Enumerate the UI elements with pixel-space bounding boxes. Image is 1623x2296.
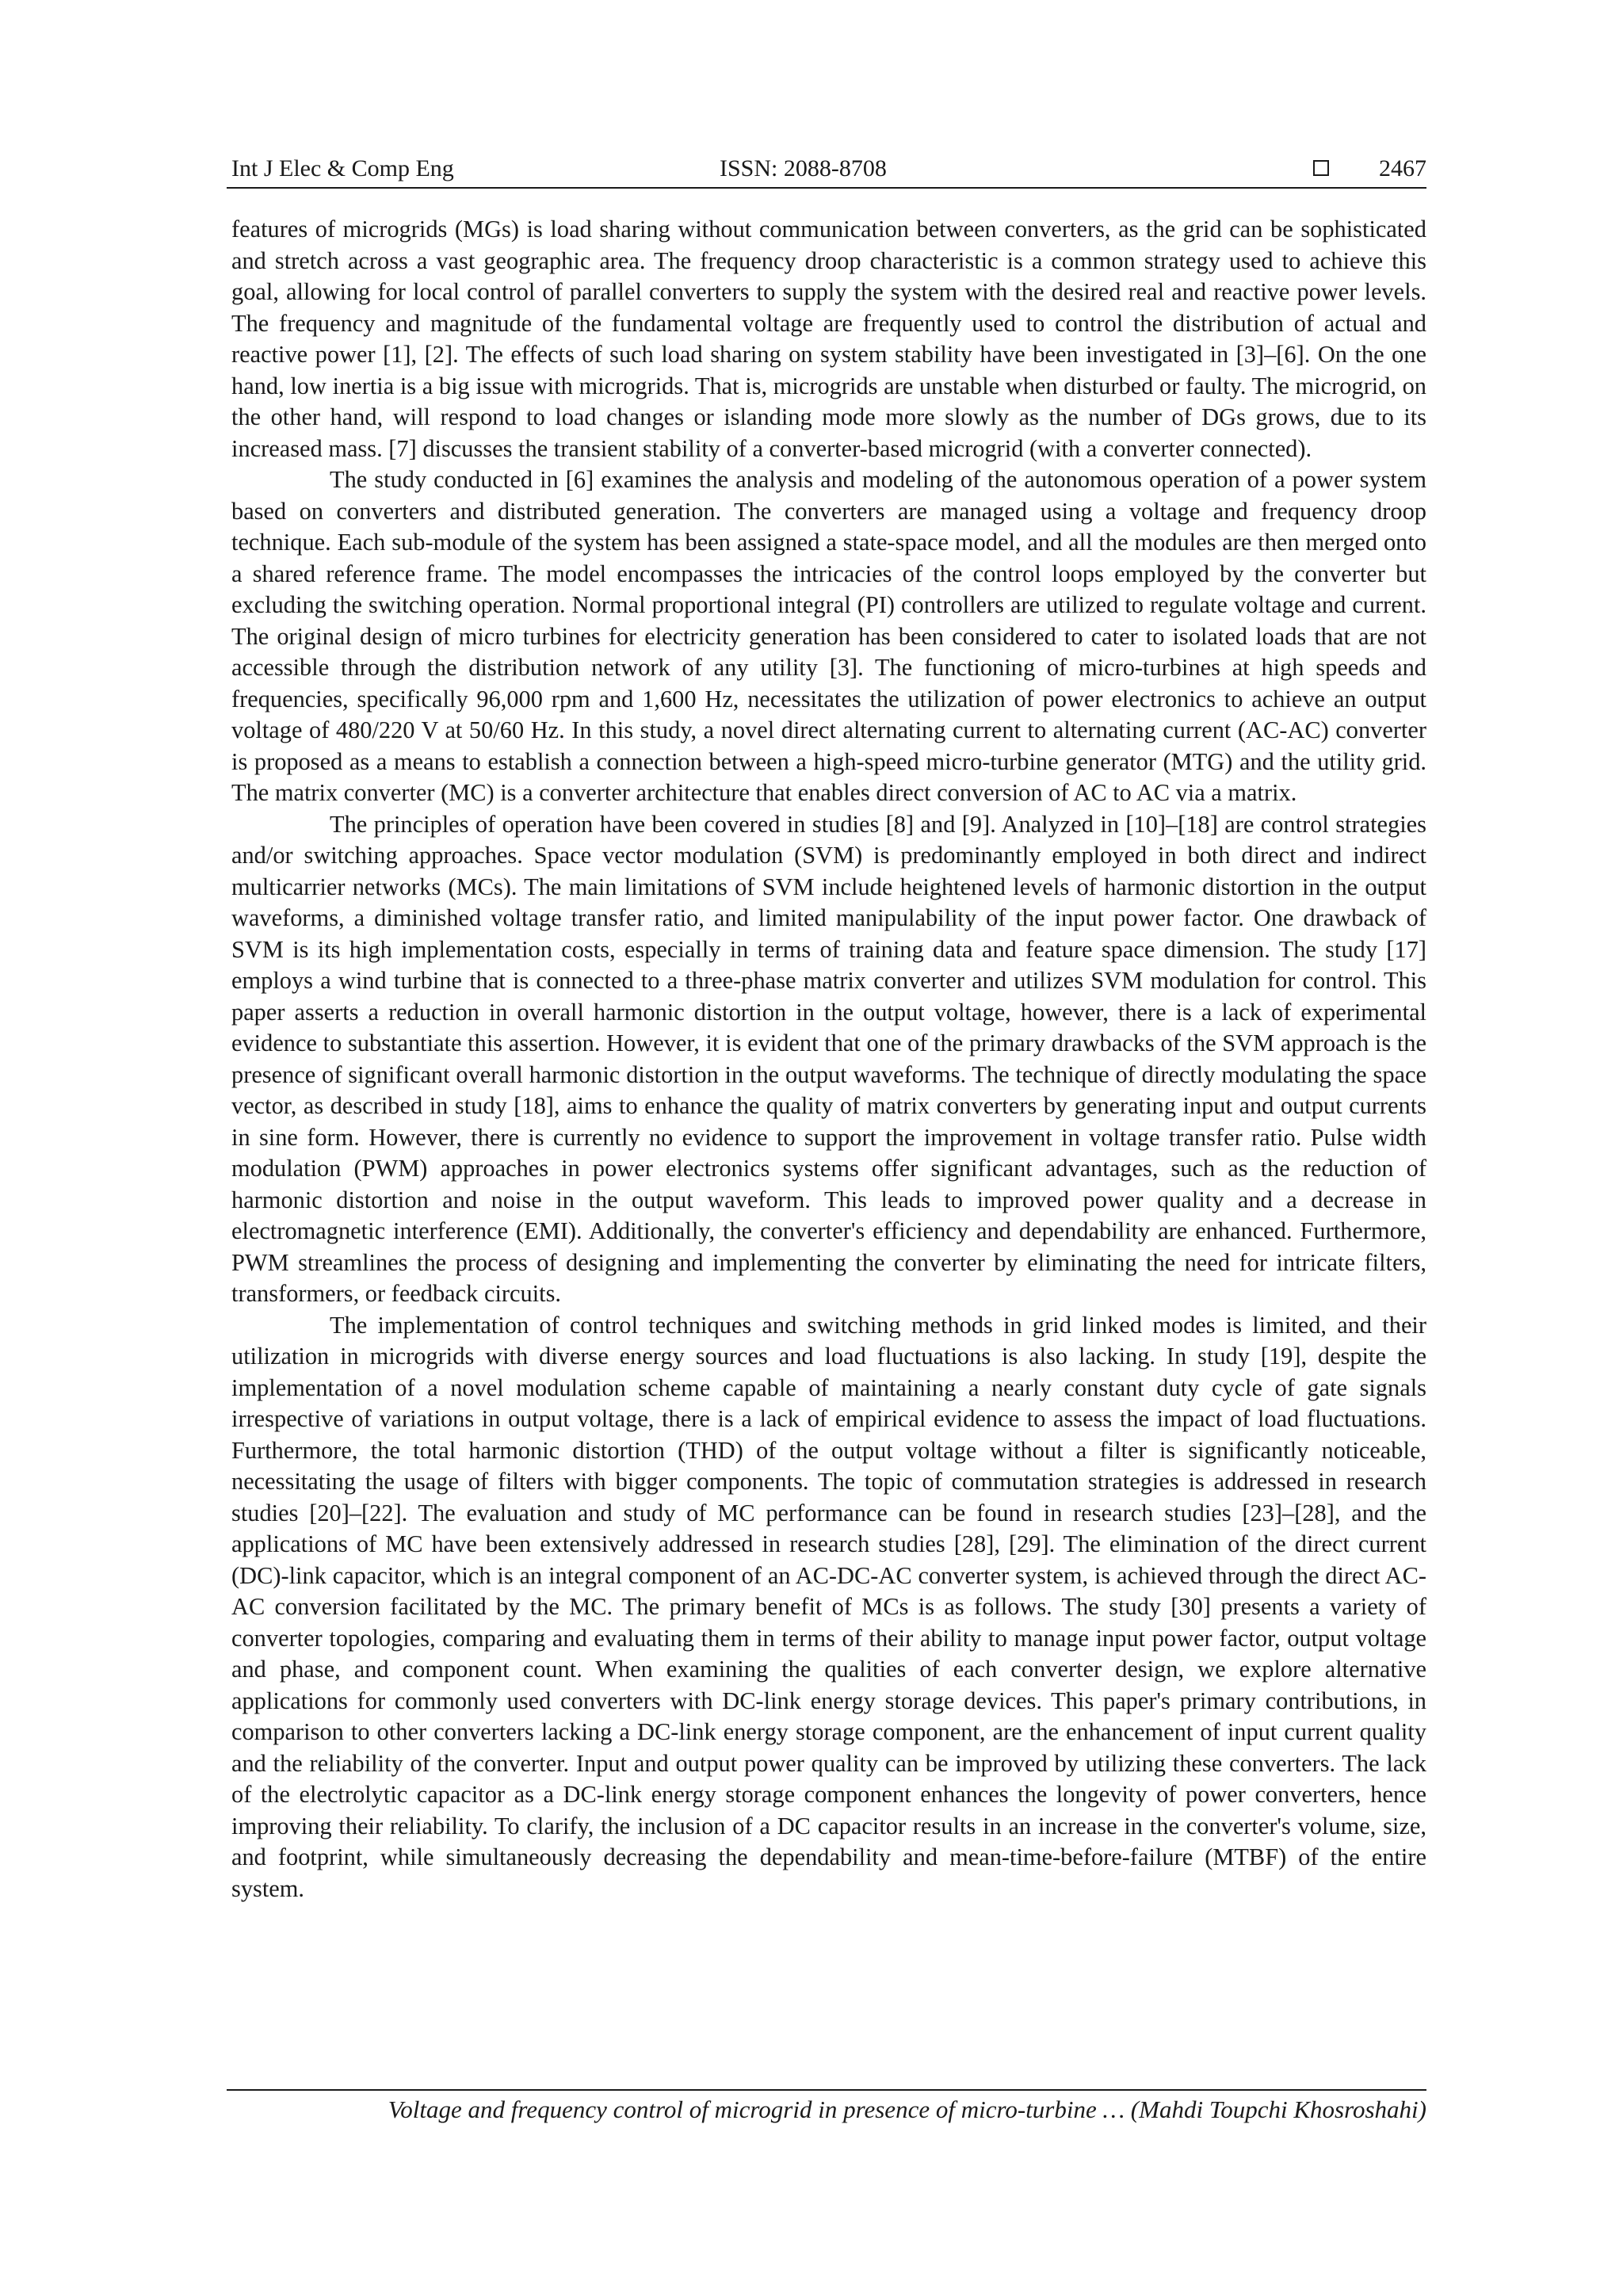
paragraph-3: The principles of operation have been covered in studies [8] and [9]. Analyzed in [10]–[18] are control strategies and/or switching approaches. Space vector modulation (SVM) is predominantly employed in both direct and indirect multicarrier networks (MCs). The main limitations of SVM include heightened levels of harmonic distortion in the output waveforms, a diminished voltage transfer ratio, and limited manipulability of the input power factor. One drawback of SVM is its high implementation costs, especially in terms of training data and feature space dimension. The study [17] employs a wind turbine that is connected to a three-phase matrix converter and utilizes SVM modulation for control. This paper asserts a reduction in overall harmonic distortion in the output voltage, however, there is a lack of experimental evidence to substantiate this assertion. However, it is evident that one of the primary drawbacks of the SVM approach is the presence of significant overall harmonic distortion in the output waveforms. The technique of directly modulating the space vector, as described in study [18], aims to enhance the quality of matrix converters by generating input and output currents in sine form. However, there is currently no evidence to support the improvement in voltage transfer ratio. Pulse width modulation (PWM) approaches in power electronics systems offer significant advantages, such as the reduction of harmonic distortion and noise in the output waveform. This leads to improved power quality and a decrease in electromagnetic interference (EMI). Additionally, the converter's efficiency and dependability are enhanced. Furthermore, PWM streamlines the process of designing and implementing the converter by eliminating the need for intricate filters, transformers, or feedback circuits.	[231, 810, 1426, 1307]
paragraph-1: features of microgrids (MGs) is load sharing without communication between converters, as the grid can be sophisticated and stretch across a vast geographic area. The frequency droop characteristic is a common strategy used to achieve this goal, allowing for local control of parallel converters to supply the system with the desired real and reactive power levels. The frequency and magnitude of the fundamental voltage are frequently used to control the distribution of actual and reactive power [1], [2]. The effects of such load sharing on system stability have been investigated in [3]–[6]. On the one hand, low inertia is a big issue with microgrids. That is, microgrids are unstable when disturbed or faulty. The microgrid, on the other hand, will respond to load changes or islanding mode more slowly as the number of DGs grows, due to its increased mass. [7] discusses the transient stability of a converter-based microgrid (with a converter connected).	[231, 216, 1426, 462]
footer-divider	[227, 2089, 1426, 2091]
header-divider	[227, 187, 1426, 189]
page-header	[231, 155, 1426, 189]
issn-label: ISSN: 2088-8708	[720, 155, 887, 181]
square-icon	[1313, 160, 1329, 176]
paragraph-2: The study conducted in [6] examines the analysis and modeling of the autonomous operation of a power system based on converters and distributed generation. The converters are managed using a voltage and frequency droop technique. Each sub-module of the system has been assigned a state-space model, and all the modules are then merged onto a shared reference frame. The model encompasses the intricacies of the control loops employed by the converter but excluding the switching operation. Normal proportional integral (PI) controllers are utilized to regulate voltage and current. The original design of micro turbines for electricity generation has been considered to cater to isolated loads that are not accessible through the distribution network of any utility [3]. The functioning of micro-turbines at high speeds and frequencies, specifically 96,000 rpm and 1,600 Hz, necessitates the utilization of power electronics to achieve an output voltage of 480/220 V at 50/60 Hz. In this study, a novel direct alternating current to alternating current (AC-AC) converter is proposed as a means to establish a connection between a high-speed micro-turbine generator (MTG) and the utility grid. The matrix converter (MC) is a converter architecture that enables direct conversion of AC to AC via a matrix.	[231, 466, 1426, 806]
running-title: Voltage and frequency control of microgrid in presence of micro-turbine … (Mahdi Toupchi Khosroshahi)	[388, 2095, 1426, 2123]
article-body	[231, 214, 1426, 1904]
paragraph-4: The implementation of control techniques and switching methods in grid linked modes is limited, and their utilization in microgrids with diverse energy sources and load fluctuations is also lacking. In study [19], despite the implementation of a novel modulation scheme capable of maintaining a nearly constant duty cycle of gate signals irrespective of variations in output voltage, there is a lack of empirical evidence to assess the impact of load fluctuations. Furthermore, the total harmonic distortion (THD) of the output voltage without a filter is significantly noticeable, necessitating the usage of filters with bigger components. The topic of commutation strategies is addressed in research studies [20]–[22]. The evaluation and study of MC performance can be found in research studies [23]–[28], and the applications of MC have been extensively addressed in research studies [28], [29]. The elimination of the direct current (DC)-link capacitor, which is an integral component of an AC-DC-AC converter system, is achieved through the direct AC-AC conversion facilitated by the MC. The primary benefit of MCs is as follows. The study [30] presents a variety of converter topologies, comparing and evaluating them in terms of their ability to manage input power factor, output voltage and phase, and component count. When examining the qualities of each converter design, we explore alternative applications for commonly used converters with DC-link energy storage devices. This paper's primary contributions, in comparison to other converters lacking a DC-link energy storage component, are the enhancement of input current quality and the reliability of the converter. Input and output power quality can be improved by utilizing these converters. The lack of the electrolytic capacitor as a DC-link energy storage component enhances the longevity of power converters, hence improving their reliability. To clarify, the inclusion of a DC capacitor results in an increase in the converter's volume, size, and footprint, while simultaneously decreasing the dependability and mean-time-before-failure (MTBF) of the entire system.	[231, 1311, 1426, 1902]
journal-name: Int J Elec & Comp Eng	[231, 155, 454, 181]
page-number: 2467	[1379, 155, 1426, 181]
